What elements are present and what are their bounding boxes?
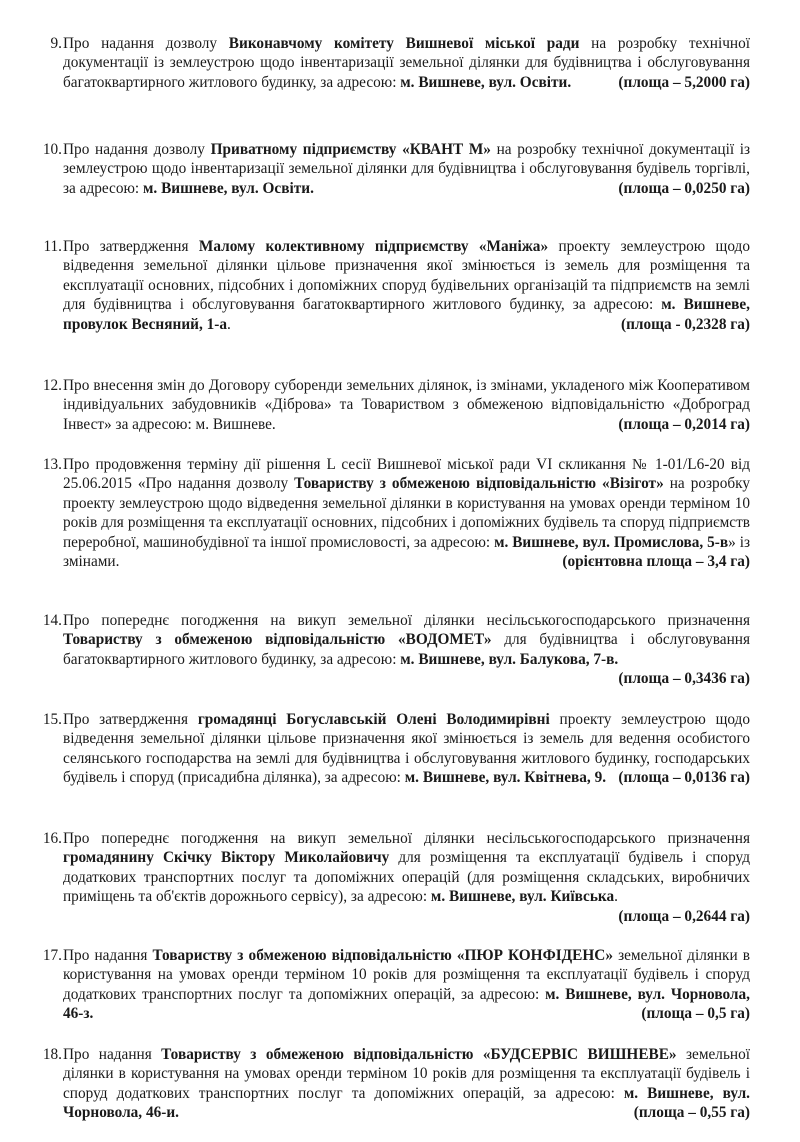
- bold-fragment: Товариству з обмеженою відповідальністю «Візігот»: [294, 475, 664, 493]
- item-text: [63, 140, 750, 198]
- text-fragment: Про надання дозволу: [63, 35, 229, 52]
- bold-fragment: м. Вишневе, вул. Освіти.: [400, 73, 572, 91]
- text-fragment: Про попереднє погодження на викуп земельної ділянки несільськогосподарського призначення: [63, 830, 750, 847]
- text-fragment: земельної ділянки в користування на умовах оренди терміном 10 років для розміщення та експлуатації будівель і споруд додаткових транспортних послуг та допоміжних операцій, за адресою:: [63, 947, 750, 1003]
- item-number: 13.: [42, 456, 62, 473]
- text-fragment: Про продовження терміну дії рішення L сесії Вишневої міської ради VI скликання № 1-01/L6-20 від 25.06.2015 «Про надання дозволу: [63, 456, 750, 493]
- item-text: [63, 455, 750, 571]
- bold-fragment: громадянину Скічку Віктору Миколайовичу: [63, 849, 390, 867]
- item-text: [63, 237, 750, 334]
- bold-fragment: Товариству з обмеженою відповідальністю «ВОДОМЕТ»: [63, 631, 492, 649]
- text-fragment: на розробку технічної документації із землеустрою щодо інвентаризації земельної ділянки для будівництва і обслуговування багатоквартирного житлового будинку, за адресою:: [63, 35, 750, 91]
- land-area: (площа - 0,2328 га): [620, 315, 750, 333]
- item-number: 10.: [42, 141, 62, 158]
- text-fragment: земельної ділянки в користування на умовах оренди терміном 10 років для розміщення та експлуатації будівель і споруд додаткових транспортних послуг та допоміжних операцій, за адресою:: [63, 1046, 751, 1102]
- item-number: 12.: [42, 377, 62, 394]
- bold-fragment: Товариству з обмеженою відповідальністю «БУДСЕРВІС ВИШНЕВЕ»: [161, 1046, 677, 1063]
- text-fragment: на розробку проекту землеустрою щодо відведення земельної ділянки в користування на умовах оренди терміном 10 років для розміщення та експлуатації основних, підсобних і допоміжних будівель та споруд підприємств переробної, машинобудівної та іншої промисловості, за адресою:: [63, 475, 750, 551]
- agenda-item-18: [36, 1045, 750, 1123]
- item-text: [63, 829, 750, 925]
- agenda-item-10: [36, 140, 750, 198]
- agenda-item-16: [36, 829, 750, 926]
- text-fragment: для будівництва і обслуговування багатоквартирного житлового будинку, за адресою:: [63, 631, 750, 668]
- land-area: (орієнтовна площа – 3,4 га): [562, 553, 750, 571]
- agenda-item-17: [36, 946, 750, 1024]
- text-fragment: Про затвердження: [63, 238, 199, 255]
- item-number: 11.: [43, 238, 62, 255]
- bold-fragment: Товариству з обмеженою відповідальністю «ПЮР КОНФІДЕНС»: [152, 947, 613, 964]
- text-fragment: Про внесення змін до Договору суборенди земельних ділянок, із змінами, укладеного між Кооперативом індивідуальних забудовників «Діброва» та Товариством з обмеженою відповідальністю «Доброград Інвест» за адресою: м. Вишневе.: [63, 377, 750, 433]
- land-area: (площа – 0,55 га): [633, 1104, 750, 1122]
- bold-fragment: м. Вишневе, вул. Київська: [430, 888, 615, 906]
- land-area: (площа – 0,2014 га): [618, 415, 750, 433]
- text-fragment: Про надання дозволу: [63, 141, 211, 158]
- bold-fragment: м. Вишневе, вул. Освіти.: [143, 179, 314, 197]
- item-text: [63, 1045, 750, 1123]
- agenda-item-13: [36, 455, 750, 571]
- text-fragment: Про надання: [63, 947, 153, 964]
- item-text: [63, 34, 750, 92]
- text-fragment: проекту землеустрою щодо відведення земельної ділянки цільове призначення якої змінюється із земель для розміщення та експлуатації основних, підсобних і допоміжних споруд будівельних організацій та підприємств на землі для будівництва і обслуговування багатоквартирного житлового будинку, за адресою:: [63, 238, 750, 314]
- land-area: (площа – 0,3436 га): [618, 670, 750, 688]
- text-fragment: .: [227, 315, 231, 333]
- item-text: [63, 946, 750, 1024]
- agenda-item-12: [36, 376, 750, 434]
- text-fragment: на розробку технічної документації із землеустрою щодо інвентаризації земельної ділянки для будівництва і обслуговування будівель торгівлі, за адресою:: [63, 141, 751, 197]
- text-fragment: для розміщення та експлуатації будівель і споруд додаткових транспортних послуг та допоміжних операцій (для розміщення складських, виробничих приміщень та об'єктів дорожнього сервісу), за адресою:: [63, 849, 750, 906]
- bold-fragment: м. Вишневе, вул. Чорновола, 46-и.: [63, 1084, 750, 1122]
- bold-fragment: Приватному підприємству «КВАНТ М»: [210, 141, 491, 158]
- bold-fragment: м. Вишневе, провулок Весняний, 1-а: [63, 296, 750, 333]
- bold-fragment: громадянці Богуславській Олені Володимирівні: [197, 711, 550, 728]
- agenda-item-9: [36, 34, 750, 92]
- item-number: 18.: [42, 1046, 62, 1063]
- text-fragment: Про надання: [63, 1046, 162, 1063]
- land-area: (площа – 0,0250 га): [618, 179, 750, 197]
- land-area: (площа – 0,2644 га): [618, 907, 750, 925]
- item-number: 16.: [42, 830, 62, 847]
- item-text: [63, 611, 750, 688]
- bold-fragment: м. Вишневе, вул. Балукова, 7-в.: [400, 650, 619, 668]
- land-area: (площа – 0,0136 га): [618, 769, 750, 787]
- bold-fragment: м. Вишневе, вул. Промислова, 5-в: [494, 533, 729, 551]
- item-text: [63, 376, 750, 434]
- land-area: (площа – 5,2000 га): [618, 73, 750, 91]
- item-number: 14.: [42, 612, 62, 629]
- land-area: (площа – 0,5 га): [641, 1005, 750, 1023]
- bold-fragment: Малому колективному підприємству «Маніжа»: [198, 238, 549, 255]
- item-number: 15.: [42, 711, 62, 728]
- item-number: 9.: [50, 35, 62, 52]
- text-fragment: Про попереднє погодження на викуп земельної ділянки несільськогосподарського призначення: [63, 612, 750, 629]
- agenda-item-11: [36, 237, 750, 334]
- agenda-item-15: [36, 710, 750, 788]
- bold-fragment: м. Вишневе, вул. Квітнева, 9.: [404, 769, 607, 787]
- text-fragment: » із змінами.: [63, 533, 750, 571]
- item-text: [63, 710, 750, 788]
- text-fragment: .: [614, 888, 618, 906]
- agenda-item-14: [36, 611, 750, 689]
- bold-fragment: Виконавчому комітету Вишневої міської ради: [228, 35, 580, 52]
- item-number: 17.: [42, 947, 62, 964]
- bold-fragment: м. Вишневе, вул. Чорновола, 46-з.: [63, 985, 750, 1023]
- text-fragment: проекту землеустрою щодо відведення земельної ділянки цільове призначення якої змінюється із земель для ведення особистого селянського господарства на землі для будівництва і обслуговування житлового будинку, господарських будівель і споруд (присадибна ділянка), за адресою:: [63, 711, 750, 787]
- text-fragment: Про затвердження: [63, 711, 198, 728]
